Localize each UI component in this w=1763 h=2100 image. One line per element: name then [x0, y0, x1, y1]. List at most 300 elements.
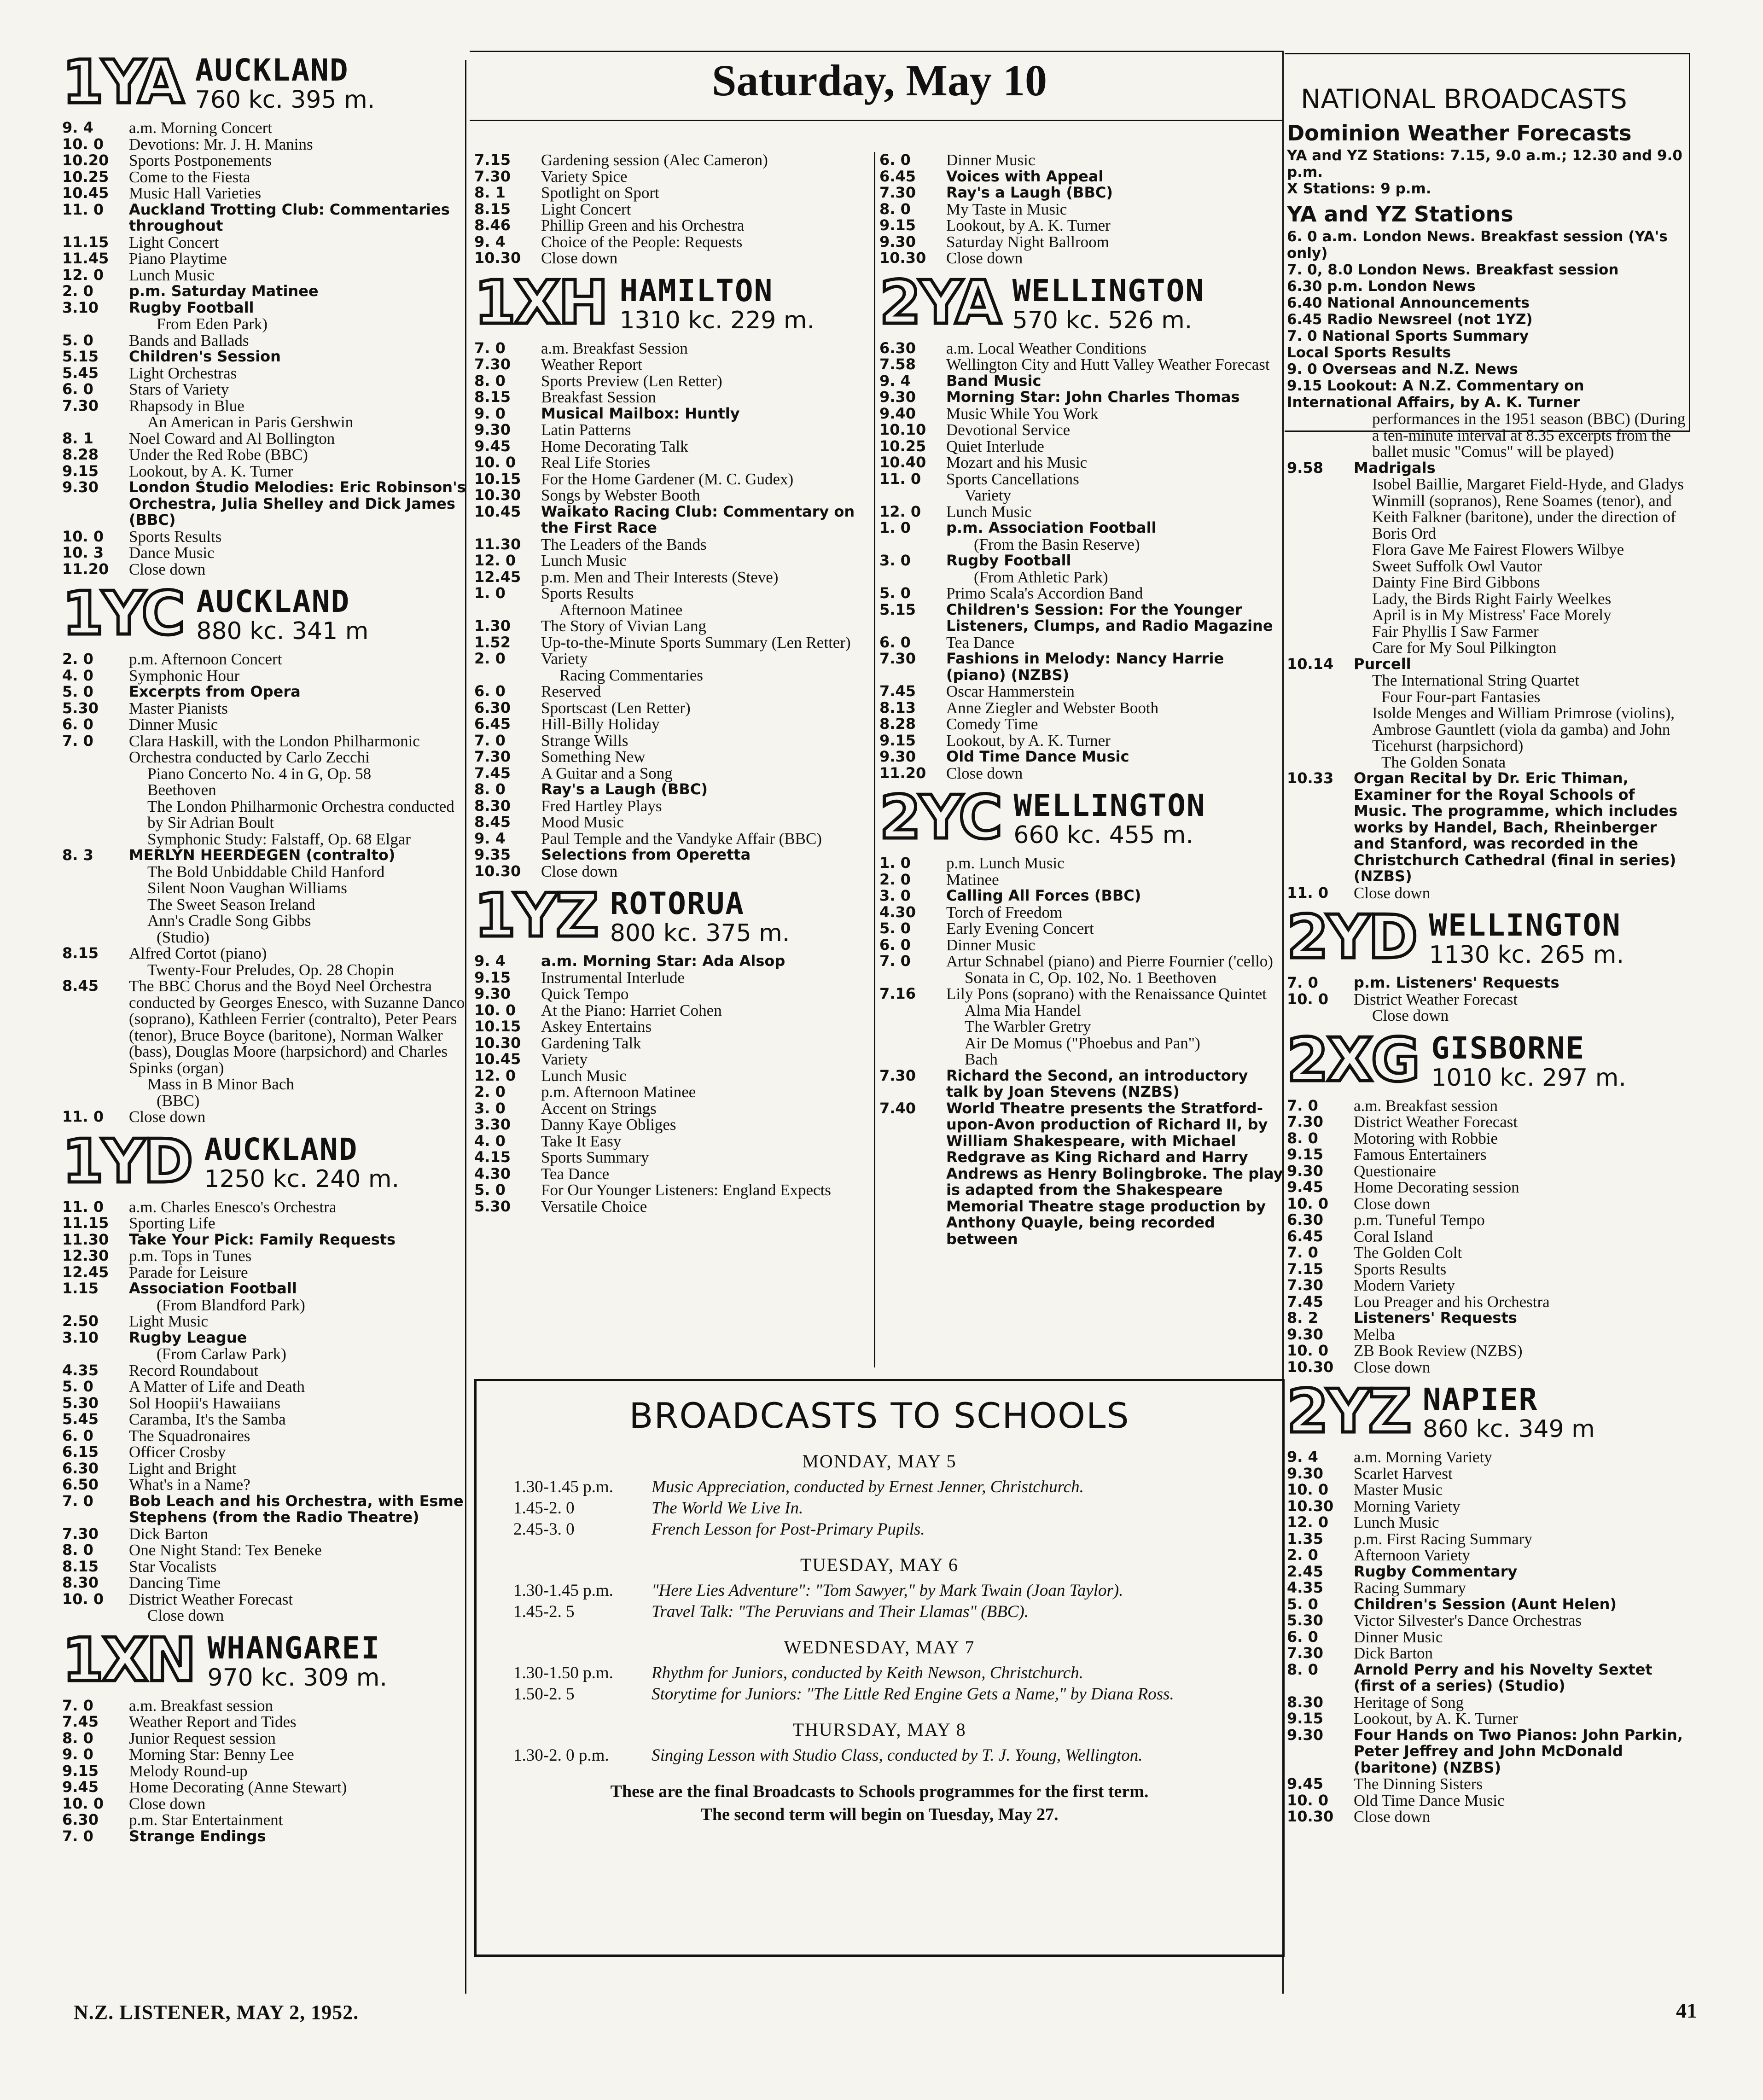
programme-item	[1287, 1114, 1692, 1130]
programme-item	[879, 937, 1285, 954]
programme-time: 7.30	[62, 1524, 99, 1542]
programme-title: Music Hall Varieties	[129, 184, 262, 202]
programme-time: 11.30	[62, 1230, 109, 1248]
programme-item	[62, 1460, 467, 1477]
programme-title: Light and Bright	[129, 1459, 237, 1478]
programme-title: April is in My Mistress' Face Morely	[1372, 606, 1612, 624]
programme-item	[474, 618, 870, 634]
programme-item	[879, 970, 1285, 986]
station-city: AUCKLAND	[196, 584, 350, 619]
programme-item	[474, 1166, 870, 1182]
programme-time: 9.30	[1287, 1162, 1323, 1180]
programme-title: MERLYN HEERDEGEN (contralto)	[129, 846, 396, 864]
programme-time: 10.45	[62, 184, 109, 202]
programme-time: 7. 0	[1287, 1096, 1318, 1114]
programme-title: What's in a Name?	[129, 1476, 250, 1494]
programme-title: Songs by Webster Booth	[541, 486, 700, 504]
programme-time: 10.20	[62, 151, 109, 169]
programme-time: 8.15	[474, 200, 511, 218]
programme-title: Gardening session (Alec Cameron)	[541, 151, 768, 169]
programme-time: 10.30	[474, 249, 521, 267]
programme-item	[474, 553, 870, 569]
programme-time: 9.45	[1287, 1178, 1323, 1196]
programme-time: 10. 0	[1287, 1194, 1329, 1212]
programme-item	[879, 855, 1285, 872]
programme-item	[474, 1002, 870, 1019]
programme-item	[1287, 1179, 1692, 1196]
schools-item	[513, 1477, 1245, 1498]
programme-item	[474, 1068, 870, 1084]
programme-time: 4. 0	[474, 1132, 506, 1150]
programme-title: Waikato Racing Club: Commentary on the First Race	[541, 502, 855, 536]
programme-item	[62, 202, 467, 234]
programme-item	[62, 880, 467, 896]
programme-list	[474, 340, 870, 880]
programme-item	[62, 1779, 467, 1796]
programme-title: Piano Playtime	[129, 250, 227, 268]
programme-title: Home Decorating session	[1354, 1178, 1519, 1196]
station-info	[610, 888, 790, 947]
programme-item	[1287, 672, 1692, 689]
programme-item	[474, 250, 870, 267]
station-header	[474, 267, 870, 337]
programme-title: Old Time Dance Music	[946, 748, 1129, 765]
programme-title: p.m. Association Football	[946, 519, 1157, 536]
station-header	[474, 880, 870, 950]
programme-title: Home Decorating Talk	[541, 437, 688, 455]
programme-title: Primo Scala's Accordion Band	[946, 584, 1143, 602]
programme-time: 9.30	[1287, 1726, 1323, 1744]
programme-title: Under the Red Robe (BBC)	[129, 446, 308, 464]
programme-item	[1287, 1310, 1692, 1326]
programme-item	[1287, 1710, 1692, 1727]
programme-title: Sonata in C, Op. 102, No. 1 Beethoven	[965, 968, 1217, 987]
programme-item	[1287, 607, 1692, 623]
schools-day-heading: THURSDAY, MAY 8	[792, 1719, 966, 1740]
programme-time: 7.45	[1287, 1292, 1323, 1310]
programme-title: Dick Barton	[1354, 1644, 1433, 1662]
programme-item	[62, 1109, 467, 1125]
programme-time: 9. 0	[62, 1745, 93, 1763]
programme-title: Choice of the People: Requests	[541, 233, 743, 251]
programme-title: Light Concert	[541, 200, 631, 218]
programme-time: 9.45	[474, 437, 511, 455]
programme-time	[62, 316, 129, 332]
programme-time: 10.10	[879, 421, 926, 438]
programme-item	[1287, 656, 1692, 673]
programme-item	[1287, 689, 1692, 705]
programme-item	[62, 1199, 467, 1216]
programme-time: 10.30	[474, 486, 521, 504]
station-info	[1012, 275, 1204, 334]
programme-title: Racing Summary	[1354, 1579, 1466, 1597]
station-city: WELLINGTON	[1013, 788, 1206, 823]
programme-title: p.m. Tuneful Tempo	[1354, 1211, 1485, 1229]
station-city: WELLINGTON	[1429, 907, 1621, 943]
programme-list	[62, 1199, 467, 1624]
programme-item	[1287, 1163, 1692, 1180]
programme-time: 9.15	[62, 1762, 99, 1780]
programme-time: 6. 0	[879, 936, 911, 954]
programme-item	[62, 864, 467, 880]
programme-time: 9.15	[1287, 1146, 1323, 1163]
programme-time: 2. 0	[62, 282, 93, 300]
programme-item	[1287, 1792, 1692, 1809]
schools-day-heading: TUESDAY, MAY 6	[800, 1554, 959, 1575]
programme-item	[879, 634, 1285, 651]
programme-time: 7.30	[474, 355, 511, 373]
programme-item	[879, 1002, 1285, 1019]
programme-time: 9.30	[62, 478, 99, 496]
programme-item	[474, 471, 870, 488]
programme-title: Dance Music	[129, 544, 215, 562]
programme-item	[62, 447, 467, 463]
station-callsign: 2YD	[1287, 902, 1416, 972]
station-info	[196, 586, 368, 645]
programme-time: 8. 0	[62, 1541, 93, 1559]
programme-title: Torch of Freedom	[946, 903, 1063, 921]
programme-title: Four Four-part Fantasies	[1381, 687, 1541, 706]
programme-title: Saturday Night Ballroom	[946, 233, 1109, 251]
programme-item	[474, 454, 870, 471]
programme-time: 9.15	[62, 462, 99, 480]
programme-title: Motoring with Robbie	[1354, 1129, 1498, 1147]
programme-title: Officer Crosby	[129, 1443, 226, 1461]
programme-title: p.m. Saturday Matinee	[129, 282, 319, 300]
programme-title: Sports Results	[1354, 1260, 1447, 1278]
programme-item	[62, 349, 467, 365]
national-box-top	[1285, 53, 1690, 54]
programme-title: Morning Star: John Charles Thomas	[946, 388, 1240, 406]
programme-time: 1.35	[1287, 1530, 1323, 1547]
programme-item	[1287, 1662, 1692, 1694]
programme-time: 2. 0	[474, 650, 506, 667]
national-heading: YA and YZ Stations	[1287, 202, 1513, 227]
programme-title: Lunch Music	[1354, 1513, 1439, 1531]
programme-title: Variety	[541, 650, 588, 668]
programme-time: 10. 0	[474, 454, 516, 471]
programme-time: 5.30	[474, 1197, 511, 1215]
programme-title: Comedy Time	[946, 715, 1038, 733]
programme-item	[879, 185, 1285, 201]
programme-title: p.m. Afternoon Concert	[129, 650, 282, 668]
programme-item	[1287, 1629, 1692, 1646]
programme-title: The Bold Unbiddable Child Hanford	[147, 862, 385, 881]
programme-title: Symphonic Study: Falstaff, Op. 68 Elgar	[147, 830, 411, 848]
programme-item	[62, 169, 467, 186]
programme-time: 9.30	[1287, 1464, 1323, 1482]
programme-item	[62, 414, 467, 430]
programme-title: performances in the 1951 season (BBC) (During a ten-minute interval at 8.35 excerpts from the ballet music "Comus" will be played)	[1372, 410, 1686, 460]
programme-time: 10.30	[1287, 1358, 1334, 1376]
station-frequency: 970 kc. 309 m.	[207, 1664, 387, 1692]
programme-time: 9.45	[1287, 1775, 1323, 1792]
programme-item	[62, 1280, 467, 1297]
programme-time: 12.45	[62, 1263, 109, 1281]
programme-time: 11.30	[474, 535, 521, 553]
programme-item	[1287, 991, 1692, 1008]
programme-item	[1287, 1580, 1692, 1596]
programme-time	[879, 1002, 946, 1019]
programme-title: Home Decorating (Anne Stewart)	[129, 1778, 347, 1796]
programme-time: 5. 0	[1287, 1595, 1318, 1613]
schools-item	[513, 1601, 1245, 1623]
programme-time: 5. 0	[879, 584, 911, 602]
programme-title: Richard the Second, an introductory talk by Joan Stevens (NZBS)	[946, 1066, 1248, 1100]
programme-title: Reserved	[541, 682, 601, 700]
programme-time: 6. 0	[1287, 1628, 1318, 1646]
programme-time: 7.15	[474, 151, 511, 169]
programme-title: Coral Island	[1354, 1227, 1433, 1245]
programme-item	[879, 340, 1285, 357]
programme-item	[62, 1714, 467, 1730]
programme-time: 2. 0	[879, 870, 911, 888]
programme-time: 9.15	[474, 968, 511, 986]
station-info	[1429, 909, 1624, 968]
programme-item	[1287, 1098, 1692, 1114]
programme-title: Danny Kaye Obliges	[541, 1116, 676, 1134]
programme-item	[1287, 975, 1692, 991]
programme-time: 7. 0	[62, 1696, 93, 1714]
programme-time	[879, 487, 946, 504]
programme-time: 7.30	[879, 184, 916, 201]
station-header	[62, 1126, 467, 1196]
programme-time: 9. 4	[474, 829, 506, 847]
programme-time	[62, 1297, 129, 1314]
programme-time: 10.25	[879, 437, 926, 455]
footer-page-number: 41	[1676, 1999, 1697, 2022]
programme-title: Master Pianists	[129, 699, 228, 717]
station-frequency: 570 kc. 526 m.	[1012, 306, 1193, 334]
column-4	[1287, 74, 1692, 1825]
station-header	[62, 1624, 467, 1695]
programme-list	[879, 855, 1285, 1247]
programme-title: Close down	[129, 1794, 206, 1813]
programme-time	[62, 1093, 129, 1109]
programme-time: 6.45	[1287, 1227, 1323, 1245]
programme-title: District Weather Forecast	[129, 1590, 293, 1608]
programme-item	[474, 1182, 870, 1198]
schools-time: 1.30-1.45 p.m.	[513, 1581, 613, 1600]
programme-title: Lily Pons (soprano) with the Renaissance Quintet	[946, 985, 1267, 1003]
programme-time: 6. 0	[879, 151, 911, 169]
programme-item	[474, 234, 870, 250]
programme-title: Noel Coward and Al Bollington	[129, 429, 335, 448]
programme-item	[879, 986, 1285, 1002]
programme-item	[62, 1330, 467, 1346]
programme-item	[62, 250, 467, 267]
programme-title: Flora Gave Me Fairest Flowers Wilbye	[1372, 541, 1624, 558]
programme-time: 7.45	[474, 764, 511, 782]
programme-title: Heritage of Song	[1354, 1693, 1464, 1711]
programme-time	[62, 1346, 129, 1362]
programme-time: 10.15	[474, 1018, 521, 1035]
programme-time	[62, 414, 129, 430]
programme-time: 12. 0	[474, 552, 516, 569]
schools-desc: Travel Talk: "The Peruvians and Their Llamas" (BBC).	[652, 1602, 1029, 1621]
programme-time: 10. 3	[62, 544, 104, 561]
programme-title: Sports Summary	[541, 1148, 649, 1166]
programme-time: 7.15	[1287, 1260, 1323, 1278]
programme-item	[62, 185, 467, 202]
programme-time: 8. 0	[1287, 1660, 1318, 1678]
programme-time: 9.40	[879, 404, 916, 422]
programme-title: Anne Ziegler and Webster Booth	[946, 698, 1159, 717]
programme-title: The International String Quartet	[1372, 671, 1579, 689]
programme-title: A Matter of Life and Death	[129, 1378, 305, 1396]
programme-item	[62, 1076, 467, 1093]
programme-time: 5. 0	[879, 919, 911, 937]
programme-item	[62, 782, 467, 798]
programme-title: Melody Round-up	[129, 1762, 248, 1780]
programme-title: (From Blandford Park)	[157, 1296, 305, 1314]
programme-time: 9.35	[474, 846, 511, 863]
programme-title: Lookout, by A. K. Turner	[946, 731, 1111, 750]
programme-time: 7.30	[1287, 1113, 1323, 1130]
programme-item	[879, 569, 1285, 586]
programme-time: 1. 0	[879, 519, 911, 536]
programme-item	[474, 356, 870, 373]
programme-item	[1287, 1130, 1692, 1147]
programme-item	[474, 169, 870, 185]
programme-time: 5. 0	[62, 1378, 93, 1395]
station-header	[879, 782, 1285, 852]
programme-time: 7.30	[62, 396, 99, 414]
programme-title: a.m. Breakfast session	[1354, 1096, 1498, 1115]
programme-title: London Studio Melodies: Eric Robinson's Orchestra, Julia Shelley and Dick James (BBC)	[129, 478, 466, 529]
station-header	[1287, 1376, 1692, 1446]
programme-time: 10.45	[474, 1050, 521, 1068]
programme-title: At the Piano: Harriet Cohen	[541, 1001, 722, 1019]
programme-title: Sol Hoopii's Hawaiians	[129, 1394, 281, 1412]
programme-title: Auckland Trotting Club: Commentaries throughout	[129, 200, 450, 234]
programme-item	[1287, 754, 1692, 771]
programme-title: Children's Session	[129, 348, 281, 365]
programme-title: Take It Easy	[541, 1132, 622, 1150]
programme-time: 7. 0	[474, 339, 506, 357]
programme-list	[474, 152, 870, 267]
programme-time: 8.45	[474, 813, 511, 831]
station-frequency: 860 kc. 349 m	[1422, 1415, 1595, 1443]
programme-time	[1287, 558, 1354, 575]
programme-title: Ray's a Laugh (BBC)	[946, 184, 1113, 201]
programme-item	[1287, 1359, 1692, 1376]
programme-item	[62, 1493, 467, 1526]
programme-time: 7.30	[474, 748, 511, 765]
programme-title: (From the Basin Reserve)	[974, 535, 1140, 553]
programme-title: Breakfast Session	[541, 388, 656, 406]
programme-time	[1287, 672, 1354, 689]
programme-time: 10. 0	[1287, 1481, 1329, 1498]
programme-item	[474, 1035, 870, 1052]
programme-title: a.m. Morning Variety	[1354, 1448, 1492, 1466]
programme-time	[474, 667, 541, 684]
programme-title: Sports Preview (Len Retter)	[541, 372, 722, 390]
programme-title: Four Hands on Two Pianos: John Parkin, Peter Jeffrey and John McDonald (baritone) (NZBS)	[1354, 1726, 1683, 1776]
programme-time: 1. 0	[879, 854, 911, 872]
programme-item	[62, 847, 467, 864]
station-frequency: 660 kc. 455 m.	[1013, 821, 1193, 849]
programme-time: 3.10	[62, 1328, 99, 1346]
programme-item	[474, 814, 870, 831]
programme-title: Association Football	[129, 1280, 297, 1297]
programme-item	[1287, 1449, 1692, 1466]
programme-item	[62, 1796, 467, 1812]
programme-item	[474, 733, 870, 749]
station-frequency: 880 kc. 341 m	[196, 617, 369, 645]
national-line: 7. 0 National Sports Summary	[1287, 328, 1529, 344]
programme-item	[474, 201, 870, 218]
programme-item	[1287, 1343, 1692, 1359]
programme-title: One Night Stand: Tex Beneke	[129, 1541, 322, 1559]
programme-item	[879, 1068, 1285, 1100]
programme-time: 8.30	[474, 797, 511, 814]
programme-item	[1287, 1212, 1692, 1228]
programme-item	[62, 300, 467, 316]
programme-time	[879, 1018, 946, 1035]
programme-title: p.m. First Racing Summary	[1354, 1530, 1532, 1548]
programme-time: 10.30	[1287, 1497, 1334, 1515]
programme-title: Silent Noon Vaughan Williams	[147, 879, 347, 897]
programme-item	[474, 651, 870, 667]
programme-title: Variety	[965, 486, 1012, 504]
programme-item	[1287, 1261, 1692, 1278]
station-frequency: 1130 kc. 265 m.	[1429, 941, 1624, 969]
programme-title: The Dinning Sisters	[1354, 1775, 1483, 1793]
programme-item	[62, 365, 467, 382]
schools-time: 1.45-2. 0	[513, 1499, 575, 1518]
programme-title: Close down	[129, 560, 206, 578]
programme-title: World Theatre presents the Stratford-upon-Avon production of Richard II, by William Shakespeare, with Michael Redgrave as King Richard and Harry Andrews as Henry Bolingbroke. The play is adapted from the Shakespeare Memorial Theatre stage production by Anthony Quayle, being recorded between	[946, 1099, 1283, 1248]
programme-title: Dainty Fine Bird Gibbons	[1372, 573, 1540, 591]
programme-title: Light Concert	[129, 233, 219, 251]
programme-item	[474, 422, 870, 438]
programme-item	[62, 1542, 467, 1559]
programme-title: Musical Mailbox: Huntly	[541, 404, 740, 422]
programme-item	[879, 872, 1285, 888]
programme-time	[1287, 411, 1354, 460]
programme-item	[62, 561, 467, 578]
programme-time: 7.45	[62, 1713, 99, 1730]
programme-item	[474, 781, 870, 798]
programme-title: Old Time Dance Music	[1354, 1791, 1505, 1809]
programme-title: a.m. Morning Star: Ada Alsop	[541, 952, 785, 970]
programme-time: 8. 2	[1287, 1309, 1318, 1326]
schools-day-heading: MONDAY, MAY 5	[802, 1451, 957, 1472]
programme-title: (From Athletic Park)	[974, 568, 1108, 586]
schools-desc: The World We Live In.	[652, 1499, 803, 1518]
programme-title: Take Your Pick: Family Requests	[129, 1230, 396, 1248]
programme-title: Racing Commentaries	[559, 666, 704, 684]
programme-title: Sports Results	[541, 584, 634, 602]
programme-item	[1287, 574, 1692, 591]
programme-time: 2.50	[62, 1312, 99, 1330]
programme-time: 3. 0	[879, 552, 911, 569]
programme-title: Close down	[946, 764, 1023, 782]
programme-time: 8. 0	[474, 780, 506, 798]
programme-title: Purcell	[1354, 655, 1411, 673]
programme-time: 3.30	[474, 1116, 511, 1133]
programme-title: Arnold Perry and his Novelty Sextet (first of a series) (Studio)	[1354, 1660, 1652, 1694]
programme-item	[62, 1297, 467, 1314]
programme-title: a.m. Breakfast session	[129, 1696, 273, 1715]
programme-time: 11.20	[62, 560, 109, 578]
schools-box	[474, 1379, 1285, 1957]
programme-item	[879, 373, 1285, 390]
programme-time: 12. 0	[474, 1066, 516, 1084]
programme-list	[1287, 1098, 1692, 1376]
programme-title: An American in Paris Gershwin	[147, 413, 354, 431]
